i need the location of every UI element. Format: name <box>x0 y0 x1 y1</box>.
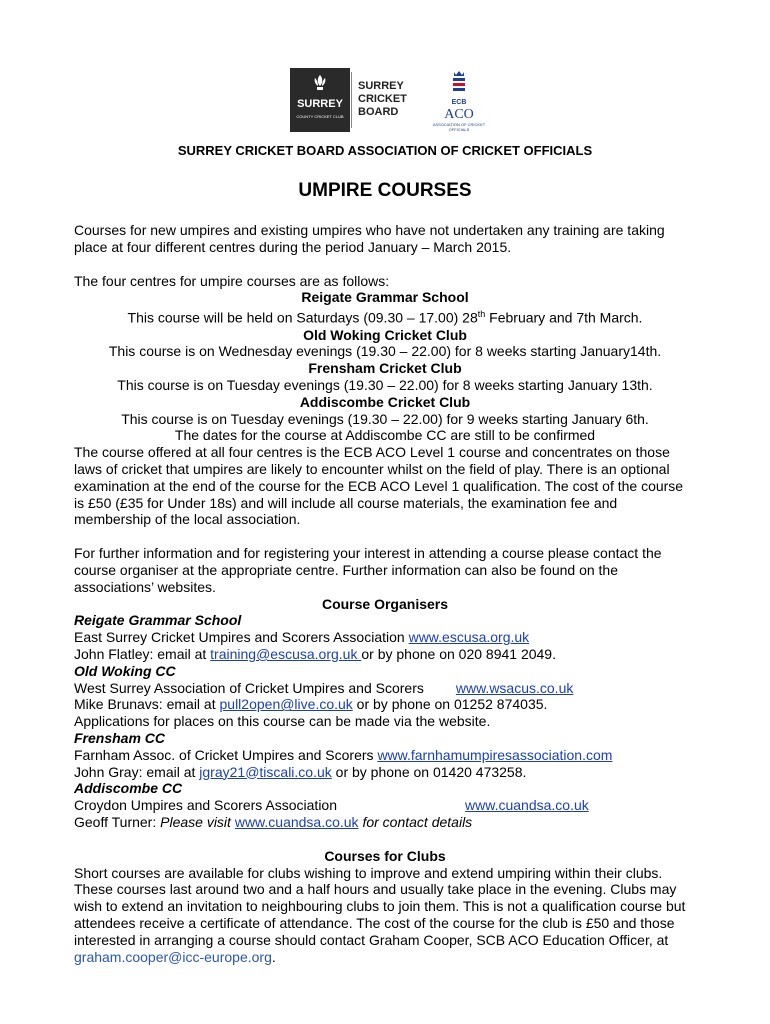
aco-text: ACO <box>444 107 474 122</box>
centre-detail: This course is on Tuesday evenings (19.30 – 22.00) for 8 weeks starting January 13th. <box>117 377 653 394</box>
escusa-email-link[interactable]: training@escusa.org.uk <box>210 645 362 662</box>
organiser-heading-woking: Old Woking CC <box>74 662 176 679</box>
centre-detail: This course will be held on Saturdays (09.30 – 17.00) 28th February and 7th March. <box>127 309 643 326</box>
surrey-logo <box>290 68 350 132</box>
wsacus-site-link[interactable]: www.wsacus.co.uk <box>455 679 574 696</box>
organiser-assoc: Farnham Assoc. of Cricket Umpires and Scorers www.farnhamumpiresassociation.com <box>74 746 613 763</box>
surrey-logo-sub: COUNTY CRICKET CLUB <box>296 114 344 119</box>
board-line-3: BOARD <box>358 106 399 118</box>
centre-detail: This course is on Tuesday evenings (19.30 – 22.00) for 9 weeks starting January 6th. <box>121 410 649 427</box>
centre-name: Reigate Grammar School <box>301 289 469 306</box>
organisers-heading: Course Organisers <box>321 595 449 612</box>
intro-paragraph: Courses for new umpires and existing umpires who have not undertaken any training are taking place at four different centres during the period January – March 2015. <box>74 222 665 255</box>
surrey-logo-name: SURREY <box>297 98 343 110</box>
organiser-heading-frensham: Frensham CC <box>74 729 166 746</box>
further-info: For further information and for registering your interest in attending a course please contact the course organiser at the appropriate centre. Further information can also be found on the associations’ websites. <box>74 545 662 595</box>
ecb-text: ECB <box>451 99 467 106</box>
board-line-1: SURREY <box>358 80 404 92</box>
organiser-heading-addiscombe: Addiscombe CC <box>74 780 183 797</box>
organiser-contact: John Gray: email at jgray21@tiscali.co.uk or by phone on 01420 473258. <box>74 763 527 780</box>
centre-detail: This course is on Wednesday evenings (19.30 – 22.00) for 8 weeks starting January14th. <box>108 343 662 360</box>
document-header: SURREY CRICKET BOARD ASSOCIATION OF CRICKET OFFICIALS <box>177 143 593 158</box>
organiser-contact: Mike Brunavs: email at pull2open@live.co.uk or by phone on 01252 874035. <box>74 696 548 713</box>
logo-divider <box>351 72 352 128</box>
organiser-assoc: East Surrey Cricket Umpires and Scorers Association www.escusa.org.uk <box>74 629 530 646</box>
escusa-site-link[interactable]: www.escusa.org.uk <box>408 629 530 646</box>
organiser-assoc: Croydon Umpires and Scorers Association www.cuandsa.co.uk <box>74 797 589 814</box>
centre-name: Old Woking Cricket Club <box>303 326 467 343</box>
board-logo-text <box>358 80 407 119</box>
document-body <box>74 222 696 965</box>
page-title: UMPIRE COURSES <box>298 180 472 201</box>
clubs-paragraph: Short courses are available for clubs wishing to improve and extend umpiring within their clubs. These courses last around two and a half hours and usually take place in the evening. Clubs may wish to extend an invitation to neighbouring clubs to join them. This is not a qualification course but attendees receive a certificate of attendance. The cost of the course for the club is £50 and those interested in arranging a course should contact Graham Cooper, SCB ACO Education Officer, at graham.cooper@icc-europe.org. <box>74 864 686 965</box>
course-description: The course offered at all four centres is the ECB ACO Level 1 course and concentrates on those laws of cricket that umpires are likely to encounter whilst on the field of play. There is an optional examination at the end of the course for the ECB ACO Level 1 qualification. The cost of the course is £50 (£35 for Under 18s) and will include all course materials, the examination fee and membership of the local association. <box>74 444 684 528</box>
logos <box>290 68 490 138</box>
organiser-contact: Geoff Turner: Please visit www.cuandsa.co.uk for contact details <box>74 813 473 830</box>
board-line-2: CRICKET <box>358 93 407 105</box>
ecb-aco-logo <box>430 70 488 136</box>
prince-of-wales-feathers-icon <box>312 74 328 92</box>
organiser-heading-reigate: Reigate Grammar School <box>74 612 242 629</box>
three-lions-crown-icon <box>450 70 468 94</box>
centre-note: The dates for the course at Addiscombe CC are still to be confirmed <box>174 427 596 444</box>
centre-name: Addiscombe Cricket Club <box>299 393 471 410</box>
graham-cooper-email-link[interactable]: graham.cooper@icc-europe.org <box>74 948 272 965</box>
farnham-site-link[interactable]: www.farnhamumpiresassociation.com <box>377 746 613 763</box>
farnham-email-link[interactable]: jgray21@tiscali.co.uk <box>199 763 332 780</box>
cuandsa-site-link[interactable]: www.cuandsa.co.uk <box>465 797 589 814</box>
clubs-heading: Courses for Clubs <box>324 847 446 864</box>
aco-sub-text: ASSOCIATION OF CRICKET OFFICIALS <box>432 122 486 132</box>
organiser-contact: John Flatley: email at training@escusa.org.uk or by phone on 020 8941 2049. <box>74 645 556 662</box>
cuandsa-contact-link[interactable]: www.cuandsa.co.uk <box>234 813 359 830</box>
centres-intro: The four centres for umpire courses are as follows: <box>74 272 390 289</box>
wsacus-email-link[interactable]: pull2open@live.co.uk <box>219 696 353 713</box>
centre-name: Frensham Cricket Club <box>308 360 462 377</box>
organiser-note: Applications for places on this course can be made via the website. <box>74 713 491 730</box>
organiser-assoc: West Surrey Association of Cricket Umpires and Scorers www.wsacus.co.uk <box>74 679 574 696</box>
